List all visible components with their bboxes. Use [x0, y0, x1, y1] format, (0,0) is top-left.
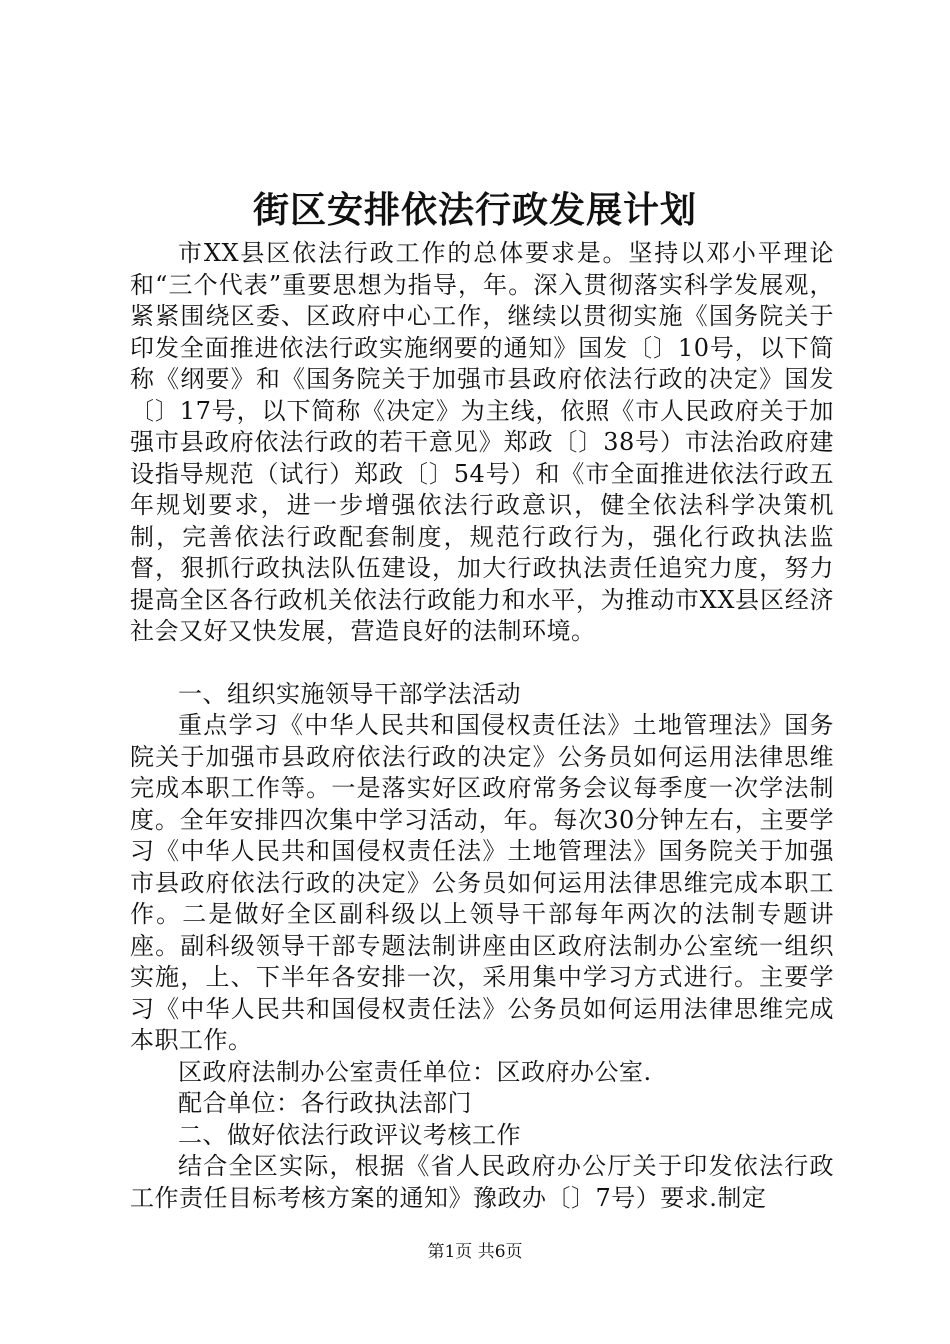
- page-footer: 第1页 共6页: [427, 1242, 523, 1262]
- cooperating-unit-line: 配合单位：各行政执法部门: [178, 1089, 472, 1117]
- section-1-paragraph: 重点学习《中华人民共和国侵权责任法》土地管理法》国务院关于加强市县政府依法行政的决定》公务员如何运用法律思维完成本职工作等。一是落实好区政府常务会议每季度一次学法制度。全年安排四次集中学习活动，年。每次30分钟左右，主要学习《中华人民共和国侵权责任法》土地管理法》国务院关于加强市县政府依法行政的决定》公务员如何运用法律思维完成本职工作。二是做好全区副科级以上领导干部每年两次的法制专题讲座。副科级领导干部专题法制讲座由区政府法制办公室统一组织实施，上、下半年各安排一次，采用集中学习方式进行。主要学习《中华人民共和国侵权责任法》公务员如何运用法律思维完成本职工作。: [130, 711, 834, 1054]
- document-title: 街区安排依法行政发展计划: [252, 189, 697, 231]
- section-heading-1: 一、组织实施领导干部学法活动: [178, 679, 521, 708]
- responsible-unit-line: 区政府法制办公室责任单位：区政府办公室.: [178, 1057, 652, 1086]
- intro-paragraph: 市XX县区依法行政工作的总体要求是。坚持以邓小平理论和“三个代表”重要思想为指导，年。深入贯彻落实科学发展观，紧紧围绕区委、区政府中心工作，继续以贯彻实施《国务院关于印发全面推进依法行政实施纲要的通知》国发〔〕10号，以下简称《纲要》和《国务院关于加强市县政府依法行政的决定》国发〔〕17号，以下简称《决定》为主线，依照《市人民政府关于加强市县政府依法行政的若干意见》郑政〔〕38号）市法治政府建设指导规范（试行）郑政〔〕54号）和《市全面推进依法行政五年规划要求，进一步增强依法行政意识，健全依法科学决策机制，完善依法行政配套制度，规范行政行为，强化行政执法监督，狠抓行政执法队伍建设，加大行政执法责任追究力度，努力提高全区各行政机关依法行政能力和水平，为推动市XX县区经济社会又好又快发展，营造良好的法制环境。: [130, 239, 834, 645]
- section-heading-2: 二、做好依法行政评议考核工作: [178, 1120, 521, 1149]
- document-body: [130, 238, 834, 1214]
- section-2-paragraph: 结合全区实际，根据《省人民政府办公厅关于印发依法行政工作责任目标考核方案的通知》豫政办〔〕7号）要求.制定: [130, 1152, 834, 1212]
